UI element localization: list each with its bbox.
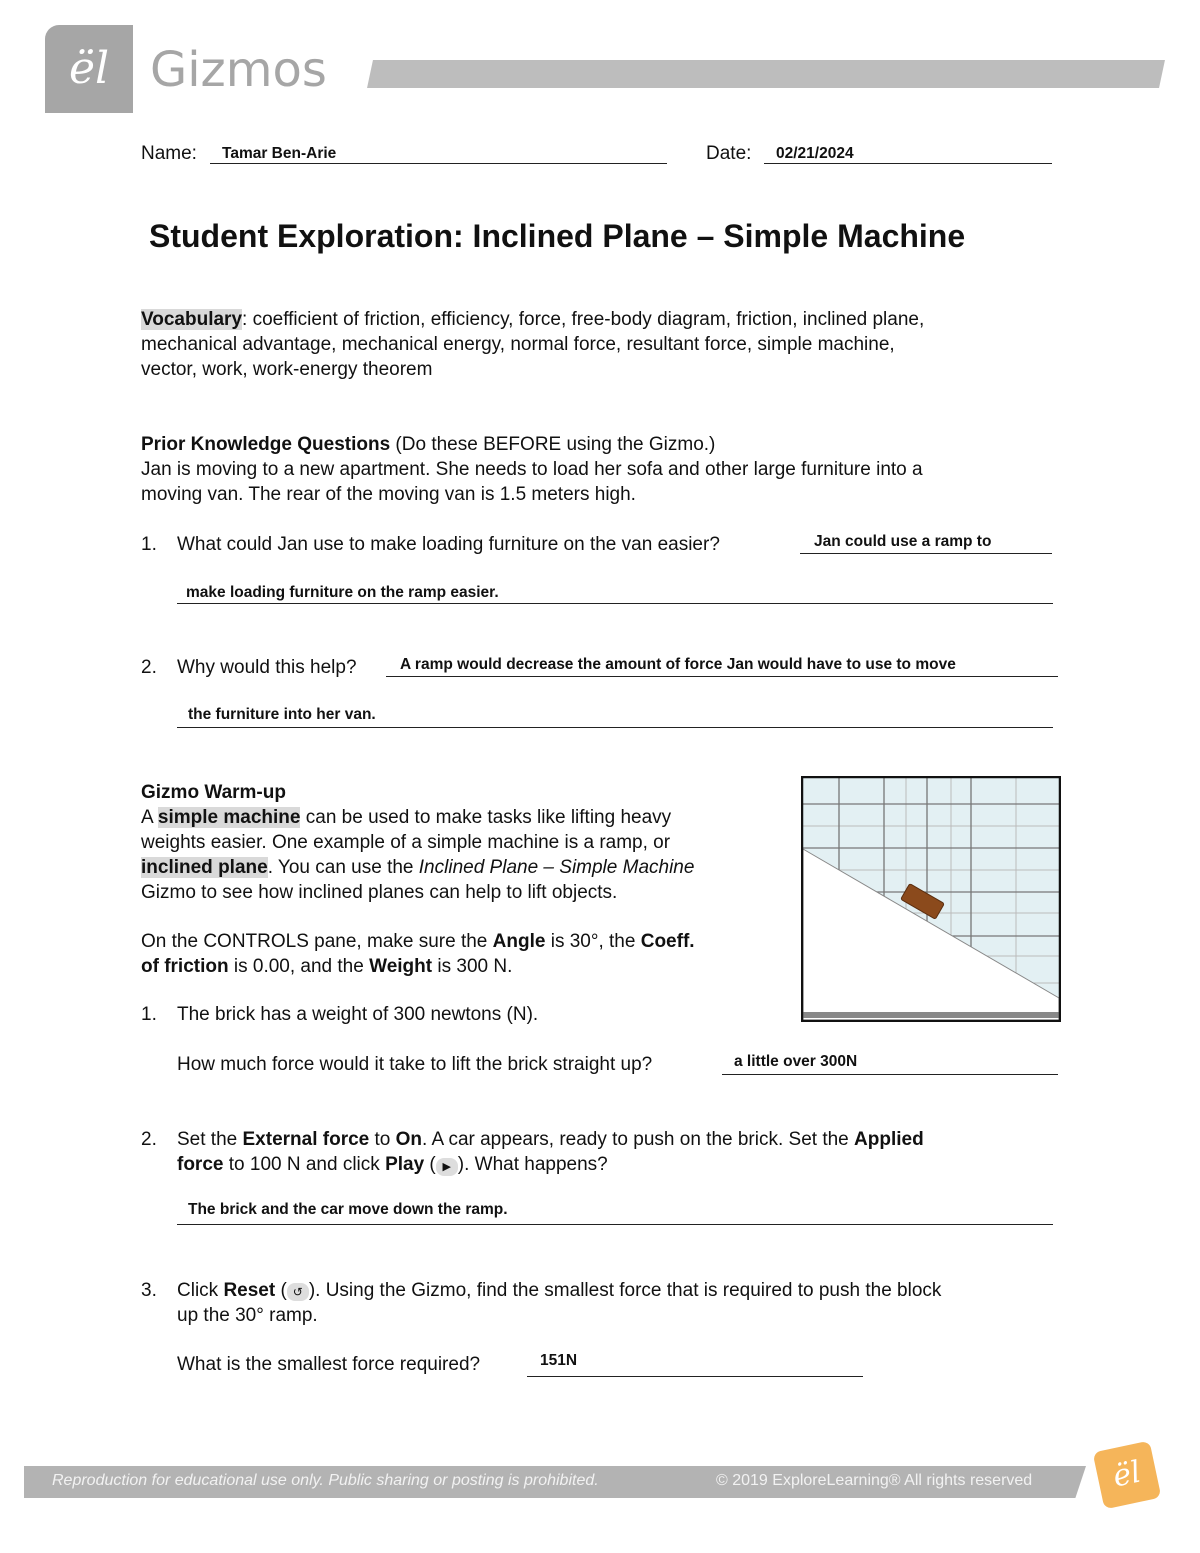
answer-underline (177, 1224, 1053, 1225)
text: External force (242, 1129, 370, 1150)
warmup-q1-text: The brick has a weight of 300 newtons (N). (177, 1004, 539, 1025)
page-title: Student Exploration: Inclined Plane – Simple Machine (149, 218, 966, 254)
text: weights easier. One example of a simple machine is a ramp, or (141, 832, 671, 853)
text: Weight (369, 956, 433, 977)
footer-disclaimer: Reproduction for educational use only. Public sharing or posting is prohibited. (52, 1472, 599, 1489)
prior-q1-text: What could Jan use to make loading furniture on the van easier? (177, 534, 720, 555)
term-inclined-plane: inclined plane (141, 857, 268, 878)
text: Applied (854, 1129, 924, 1150)
prior-q2-answer-line1[interactable]: A ramp would decrease the amount of force Jan would have to use to move (400, 656, 956, 673)
term-simple-machine: simple machine (157, 807, 301, 828)
vocabulary-label: Vocabulary (141, 309, 243, 330)
name-label: Name: (141, 143, 197, 164)
prior-q2-number: 2. (141, 657, 157, 678)
prior-q1-answer-line1[interactable]: Jan could use a ramp to (814, 533, 992, 550)
explorelearning-badge-icon: ël (1093, 1441, 1162, 1510)
prior-q1-number: 1. (141, 534, 157, 555)
text: A (141, 807, 158, 828)
text: Play (385, 1154, 425, 1175)
warmup-q2-number: 2. (141, 1129, 157, 1150)
text: Angle (492, 931, 546, 952)
warmup-q1-question: How much force would it take to lift the brick straight up? (177, 1054, 653, 1075)
text: Gizmo to see how inclined planes can help to lift objects. (141, 882, 618, 903)
warmup-intro (141, 780, 694, 905)
text: Reset (223, 1280, 276, 1301)
prior-knowledge (141, 432, 923, 507)
answer-underline (527, 1376, 863, 1377)
name-underline (210, 163, 667, 164)
text: is 300 N. (432, 956, 513, 977)
text: On the CONTROLS pane, make sure the (141, 931, 493, 952)
vocabulary (141, 307, 924, 382)
name-field[interactable]: Tamar Ben-Arie (222, 145, 337, 162)
warmup-heading: Gizmo Warm-up (141, 782, 286, 803)
warmup-q1-answer[interactable]: a little over 300N (734, 1053, 858, 1070)
prior-note: (Do these BEFORE using the Gizmo.) (390, 434, 716, 455)
warmup-q3-number: 3. (141, 1280, 157, 1301)
header-bar (367, 60, 1165, 88)
vocabulary-text: : coefficient of friction, efficiency, force, free-body diagram, friction, inclined plane, (242, 309, 925, 330)
date-label: Date: (706, 143, 752, 164)
text: is 30°, the (545, 931, 641, 952)
text: is 0.00, and the (228, 956, 370, 977)
answer-underline (722, 1074, 1058, 1075)
brand-title: Gizmos (150, 42, 327, 98)
gizmo-name: Inclined Plane – Simple Machine (418, 857, 695, 878)
text: up the 30° ramp. (177, 1305, 318, 1326)
prior-line2: moving van. The rear of the moving van is 1.5 meters high. (141, 484, 636, 505)
footer-copyright: © 2019 ExploreLearning® All rights reserved (716, 1472, 1033, 1489)
text: ). Using the Gizmo, find the smallest force that is required to push the block (308, 1280, 942, 1301)
warmup-q2 (177, 1127, 924, 1177)
prior-q1-answer-line2[interactable]: make loading furniture on the ramp easier. (186, 584, 499, 601)
text: . A car appears, ready to push on the brick. Set the (422, 1129, 855, 1150)
text: Coeff. (640, 931, 695, 952)
text: to (369, 1129, 396, 1150)
warmup-q2-answer[interactable]: The brick and the car move down the ramp. (188, 1201, 508, 1218)
text: . You can use the (267, 857, 419, 878)
vocabulary-line2: mechanical advantage, mechanical energy, normal force, resultant force, simple machine, (141, 334, 895, 355)
answer-underline (177, 727, 1053, 728)
text: of friction (141, 956, 229, 977)
play-icon: ▶ (436, 1158, 458, 1176)
warmup-q3 (177, 1278, 941, 1328)
date-underline (764, 163, 1052, 164)
text: On (395, 1129, 423, 1150)
text: Set the (177, 1129, 243, 1150)
text: Click (177, 1280, 224, 1301)
prior-q2-answer-line2[interactable]: the furniture into her van. (188, 706, 376, 723)
warmup-q3-question: What is the smallest force required? (177, 1354, 481, 1375)
text: can be used to make tasks like lifting heavy (300, 807, 672, 828)
reset-icon: ↺ (287, 1283, 309, 1301)
text: to 100 N and click (223, 1154, 386, 1175)
text: ( (275, 1280, 287, 1301)
answer-underline (800, 553, 1052, 554)
warmup-q3-answer[interactable]: 151N (540, 1352, 578, 1369)
prior-q2-text: Why would this help? (177, 657, 357, 678)
date-field[interactable]: 02/21/2024 (776, 145, 854, 162)
text: ( (424, 1154, 436, 1175)
prior-line1: Jan is moving to a new apartment. She needs to load her sofa and other large furniture into a (141, 459, 923, 480)
vocabulary-line3: vector, work, work-energy theorem (141, 359, 433, 380)
explorelearning-logo: ël (45, 25, 133, 113)
answer-underline (177, 603, 1053, 604)
answer-underline (386, 676, 1058, 677)
prior-heading: Prior Knowledge Questions (141, 434, 391, 455)
text: ). What happens? (457, 1154, 608, 1175)
inclined-plane-image (801, 776, 1061, 1022)
warmup-q1-number: 1. (141, 1004, 157, 1025)
text: force (177, 1154, 224, 1175)
controls-instructions (141, 929, 695, 979)
